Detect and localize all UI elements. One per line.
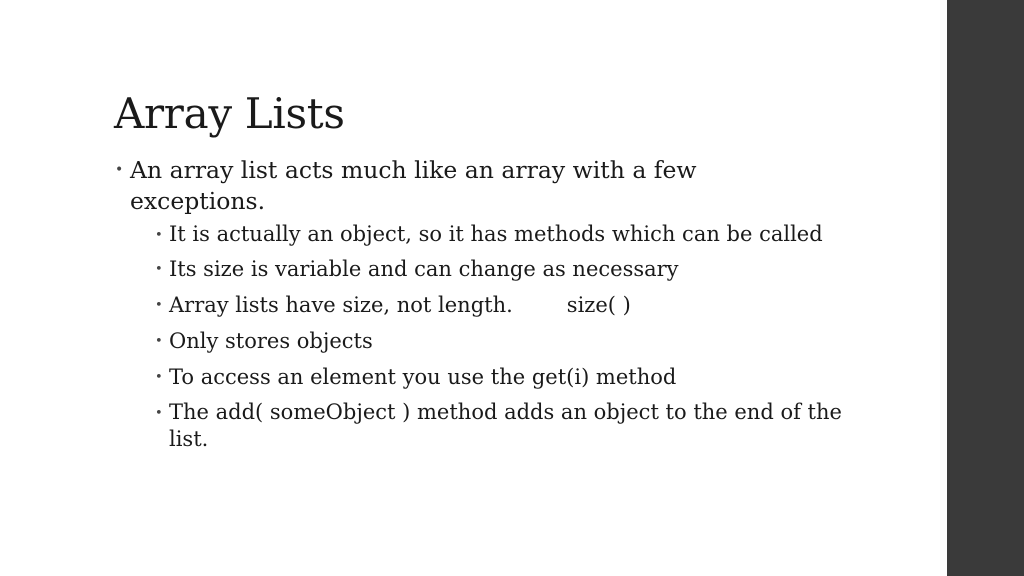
sub-bullet-item-stores-objects [154,327,849,356]
sub-bullet-item-object [154,221,849,248]
sub-bullet-text: To access an element you use the get(i) method [169,365,677,389]
sub-bullet-text: The add( someObject ) method adds an object to the end of the list. [169,400,842,451]
bullet-list [114,155,842,453]
sub-bullet-item-size-not-length [154,291,849,320]
sub-bullet-list [130,221,842,453]
sub-bullet-text: Only stores objects [169,329,373,353]
slide-content [114,84,842,460]
sub-bullet-item-add-method [154,399,849,453]
sub-bullet-aside: size( ) [566,293,631,317]
sub-bullet-icon: • [155,262,163,277]
right-sidebar-bar [947,0,1024,576]
slide-title: Array Lists [114,89,345,138]
sub-bullet-icon: • [155,334,163,349]
sub-bullet-icon: • [155,370,163,385]
sub-bullet-text: Array lists have size, not length. [169,293,513,317]
sub-bullet-icon: • [155,298,163,313]
sub-bullet-icon: • [155,406,163,421]
bullet-text: An array list acts much like an array with a few exceptions. [130,156,697,215]
sub-bullet-item-size-variable [154,255,849,284]
sub-bullet-text: It is actually an object, so it has methods which can be called [169,222,823,246]
bullet-icon: • [115,162,124,178]
sub-bullet-text: Its size is variable and can change as necessary [169,257,679,281]
bullet-item-array-list [114,155,842,453]
sub-bullet-icon: • [155,228,163,243]
sub-bullet-item-get-method [154,363,849,392]
